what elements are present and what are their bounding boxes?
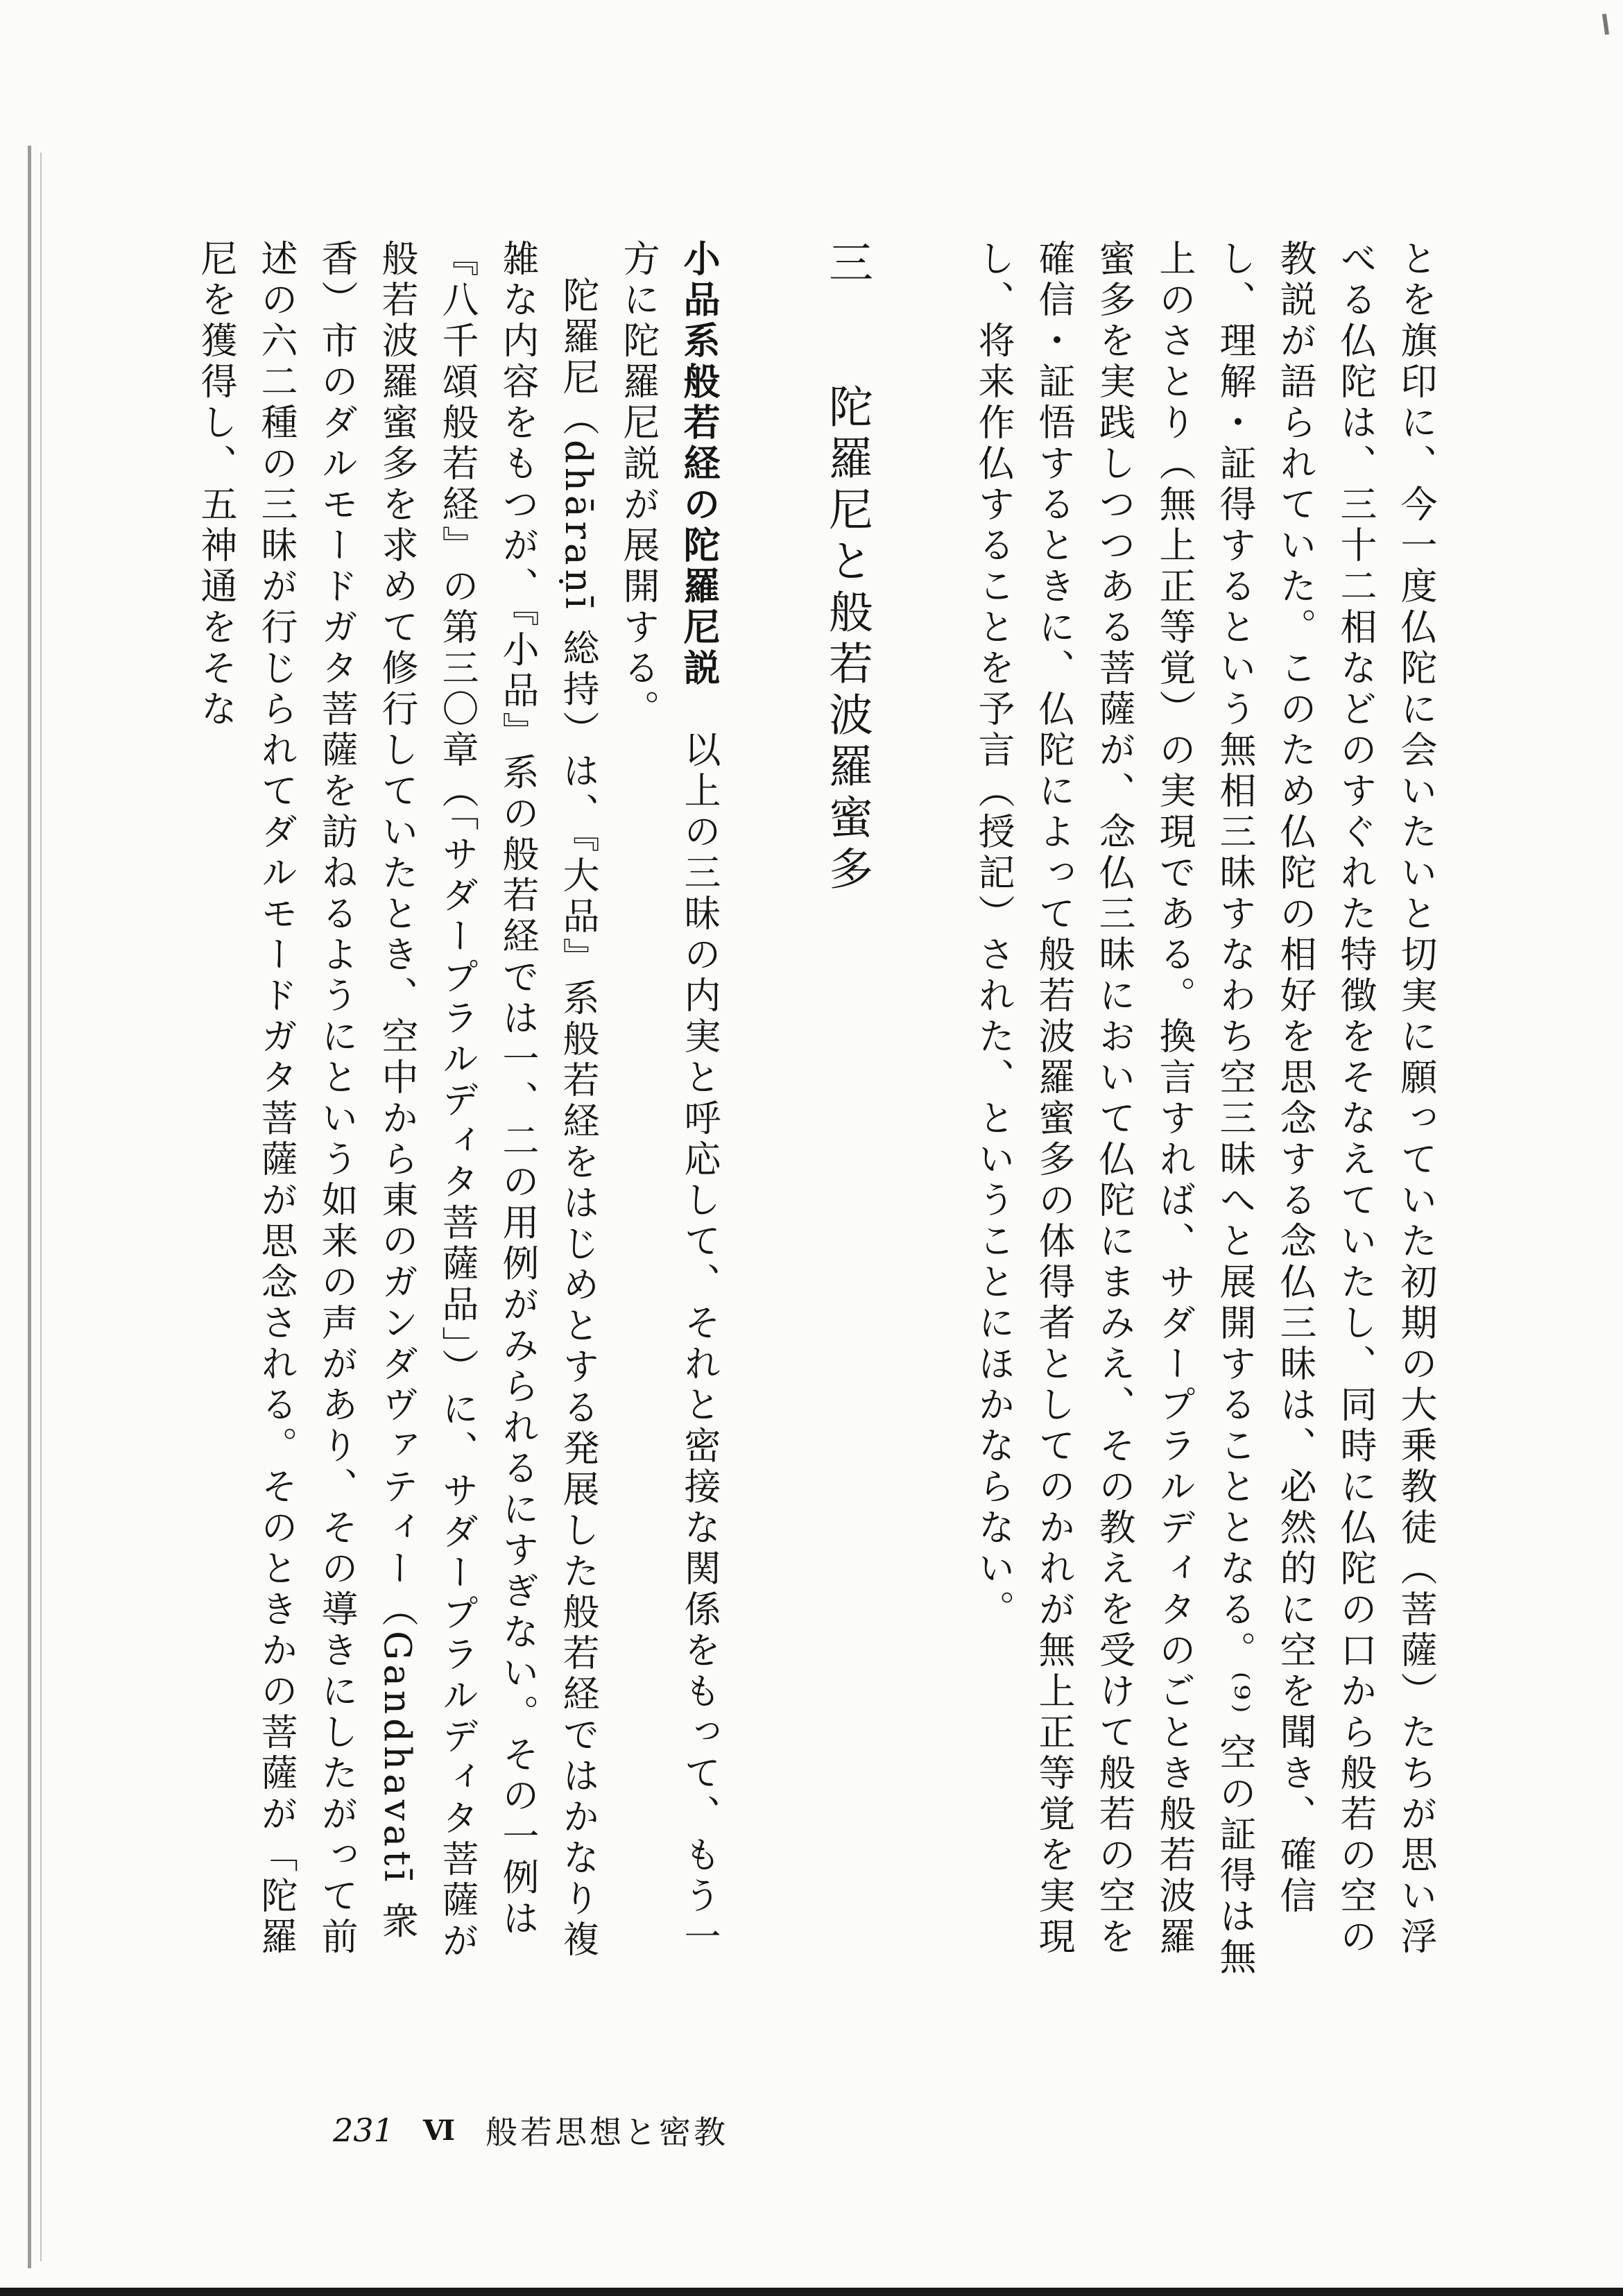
page-footer xyxy=(333,2106,728,2154)
section-title: 陀羅尼と般若波羅蜜多 xyxy=(821,384,873,897)
running-title: 般若思想と密教 xyxy=(486,2114,728,2151)
scan-corner-mark xyxy=(1602,14,1609,35)
scan-bottom-edge xyxy=(0,2288,1623,2296)
page-number: 231 xyxy=(333,2111,394,2149)
paragraph-3: 陀羅尼（dhāraṇī 総持）は、『大品』系般若経をはじめとする発展した般若経ではかなり複雑な内容をもつが、『小品』系の般若経では一、二の用例がみられるにすぎない。その一例は『八千頌般若経』の第三〇章（「サダープラルディタ菩薩品」）に、サダープラルディタ菩薩が般若波羅蜜多を求めて修行していたとき、空中から東のガンダヴァティー（Gandhavatī 衆香）市のダルモードガタ菩薩を訪ねるようにという如来の声があり、その導きにしたがって前述の六二種の三昧が行じられてダルモードガタ菩薩が思念される。そのときかの菩薩が「陀羅尼を獲得し、五神通をそな xyxy=(195,239,599,1962)
part-number: Ⅵ xyxy=(423,2114,455,2147)
section-heading xyxy=(816,239,877,1987)
paragraph-2 xyxy=(608,239,730,1987)
scan-edge-line-inner xyxy=(40,153,42,2261)
body-text xyxy=(195,239,1446,1987)
section-gap xyxy=(877,239,963,1987)
paragraph-2-text: 以上の三昧の内実と呼応して、それと密接な関係をもって、もう一方に陀羅尼説が展開する。 xyxy=(617,239,721,1958)
subsection-heading: 小品系般若経の陀羅尼説 xyxy=(678,239,721,689)
section-gap-2 xyxy=(730,239,816,1987)
paragraph-1: とを旗印に、今一度仏陀に会いたいと切実に願っていた初期の大乗教徒（菩薩）たちが思い浮べる仏陀は、三十二相などのすぐれた特徴をそなえていたし、同時に仏陀の口から般若の空の教説が語られていた。このため仏陀の相好を思念する念仏三昧は、必然的に空を聞き、確信し、理解・証得するという無相三昧すなわち空三昧へと展開することとなる。⁽⁹⁾ 空の証得は無上のさとり（無上正等覚）の実現である。換言すれば、サダープラルディタのごとき般若波羅蜜多を実践しつつある菩薩が、念仏三昧において仏陀にまみえ、その教えを受けて般若の空を確信・証悟するときに、仏陀によって般若波羅蜜多の体得者としてのかれが無上正等覚を実現し、将来作仏することを予言（授記）された、ということにほかならない。 xyxy=(972,239,1437,1979)
scan-edge-line xyxy=(28,146,31,2268)
section-number: 三 xyxy=(821,239,873,291)
